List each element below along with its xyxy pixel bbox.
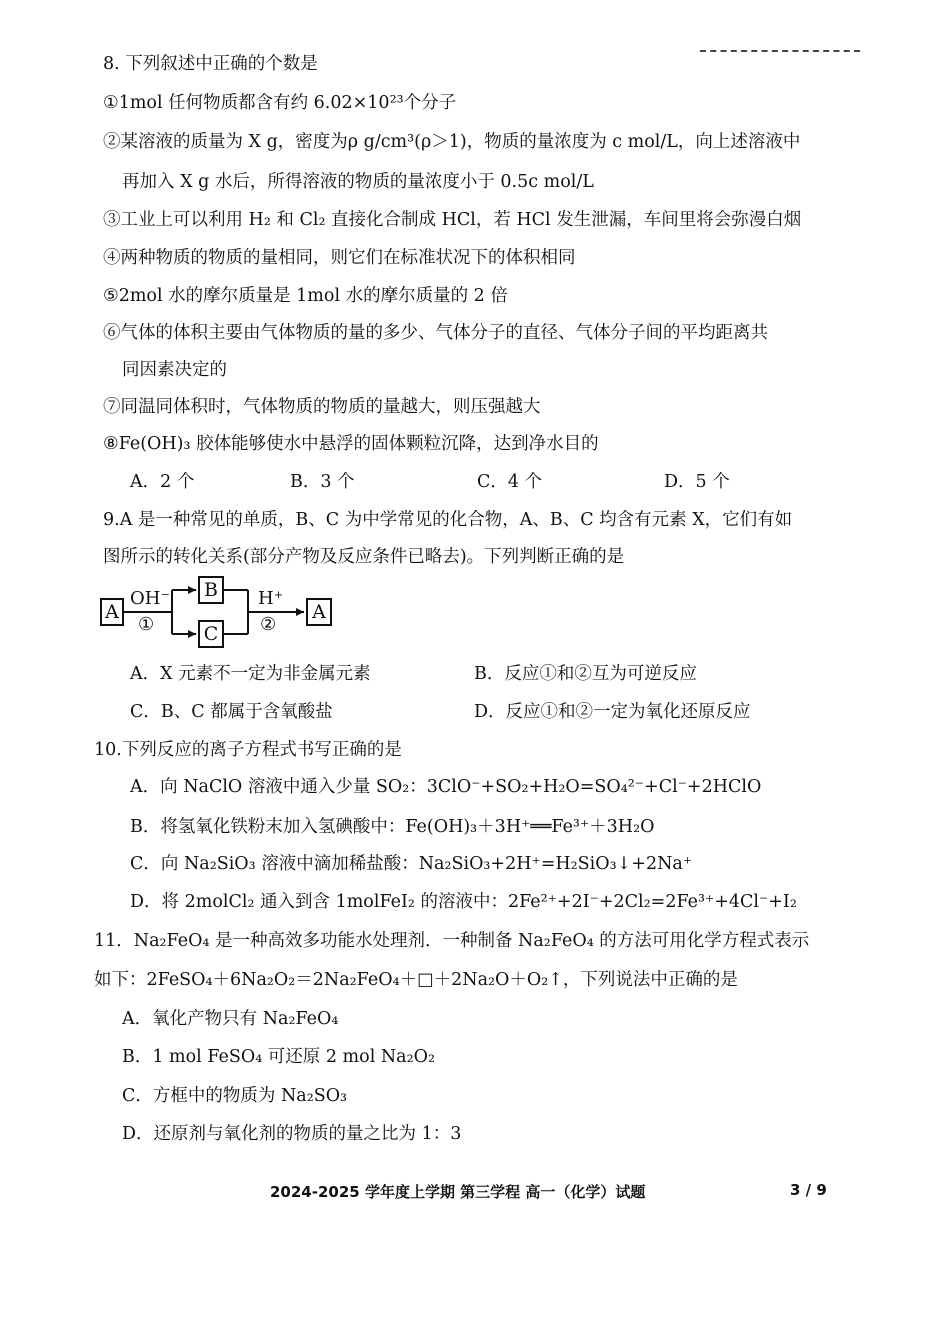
q11-option-c[interactable]: C．方框中的物质为 Na₂SO₃ (122, 1086, 348, 1106)
q8-option-a[interactable]: A．2 个 (130, 472, 195, 492)
q8-item-4: ④两种物质的物质的量相同，则它们在标准状况下的体积相同 (103, 248, 576, 268)
header-rule (700, 50, 860, 52)
q8-stem: 8. 下列叙述中正确的个数是 (103, 54, 318, 74)
page-number: 3 / 9 (790, 1181, 827, 1199)
q9-option-b[interactable]: B．反应①和②互为可逆反应 (474, 664, 697, 684)
label-step1: ① (138, 614, 155, 635)
q8-option-d[interactable]: D．5 个 (664, 472, 730, 492)
q8-item-6: ⑥气体的体积主要由气体物质的量的多少、气体分子的直径、气体分子间的平均距离共 (103, 323, 768, 343)
box-a-left: A (100, 598, 124, 626)
q10-option-c[interactable]: C．向 Na₂SiO₃ 溶液中滴加稀盐酸：Na₂SiO₃+2H⁺=H₂SiO₃↓+2Na⁺ (130, 854, 693, 874)
box-b: B (198, 576, 224, 604)
q11-option-b[interactable]: B．1 mol FeSO₄ 可还原 2 mol Na₂O₂ (122, 1047, 435, 1067)
q9-option-d[interactable]: D．反应①和②一定为氧化还原反应 (474, 702, 751, 722)
label-h-plus: H⁺ (258, 588, 284, 609)
q8-item-3: ③工业上可以利用 H₂ 和 Cl₂ 直接化合制成 HCl，若 HCl 发生泄漏，车间里将会弥漫白烟 (103, 210, 802, 230)
footer-title: 2024-2025 学年度上学期 第三学程 高一（化学）试题 (270, 1183, 646, 1201)
q10-option-b[interactable]: B．将氢氧化铁粉末加入氢碘酸中：Fe(OH)₃＋3H⁺══Fe³⁺＋3H₂O (130, 817, 655, 837)
q8-item-1: ①1mol 任何物质都含有约 6.02×10²³个分子 (103, 93, 457, 113)
q9-reaction-diagram (96, 572, 346, 652)
q11-stem-line2: 如下：2FeSO₄＋6Na₂O₂＝2Na₂FeO₄＋□＋2Na₂O＋O₂↑，下列说法中正确的是 (94, 970, 738, 990)
q8-option-c[interactable]: C．4 个 (477, 472, 543, 492)
box-a-right: A (306, 598, 332, 626)
q8-option-b[interactable]: B．3 个 (290, 472, 355, 492)
diagram-connectors (96, 572, 346, 652)
q9-stem-line2: 图所示的转化关系(部分产物及反应条件已略去)。下列判断正确的是 (103, 547, 625, 567)
q10-stem: 10.下列反应的离子方程式书写正确的是 (94, 740, 402, 760)
q9-option-a[interactable]: A．X 元素不一定为非金属元素 (130, 664, 371, 684)
q10-option-d[interactable]: D．将 2molCl₂ 通入到含 1molFeI₂ 的溶液中：2Fe²⁺+2I⁻+2Cl₂=2Fe³⁺+4Cl⁻+I₂ (130, 892, 797, 912)
q8-item-6-cont: 同因素决定的 (122, 360, 227, 380)
q9-stem-line1: 9.A 是一种常见的单质，B、C 为中学常见的化合物，A、B、C 均含有元素 X，它们有如 (103, 510, 793, 530)
q8-item-7: ⑦同温同体积时，气体物质的物质的量越大，则压强越大 (103, 397, 541, 417)
q11-option-d[interactable]: D．还原剂与氧化剂的物质的量之比为 1：3 (122, 1124, 462, 1144)
q8-item-8: ⑧Fe(OH)₃ 胶体能够使水中悬浮的固体颗粒沉降，达到净水目的 (103, 434, 599, 454)
box-c: C (198, 620, 224, 648)
label-step2: ② (260, 614, 277, 635)
q10-option-a[interactable]: A．向 NaClO 溶液中通入少量 SO₂：3ClO⁻+SO₂+H₂O=SO₄²⁻+Cl⁻+2HClO (130, 777, 762, 797)
label-oh: OH⁻ (130, 588, 170, 609)
q11-stem-line1: 11．Na₂FeO₄ 是一种高效多功能水处理剂．一种制备 Na₂FeO₄ 的方法可用化学方程式表示 (94, 931, 810, 951)
q8-item-2: ②某溶液的质量为 X g，密度为ρ g/cm³(ρ＞1)，物质的量浓度为 c mol/L，向上述溶液中 (103, 132, 801, 152)
q11-option-a[interactable]: A．氧化产物只有 Na₂FeO₄ (122, 1009, 339, 1029)
q8-item-5: ⑤2mol 水的摩尔质量是 1mol 水的摩尔质量的 2 倍 (103, 286, 508, 306)
q9-option-c[interactable]: C．B、C 都属于含氧酸盐 (130, 702, 333, 722)
q8-item-2-cont: 再加入 X g 水后，所得溶液的物质的量浓度小于 0.5c mol/L (122, 172, 594, 192)
